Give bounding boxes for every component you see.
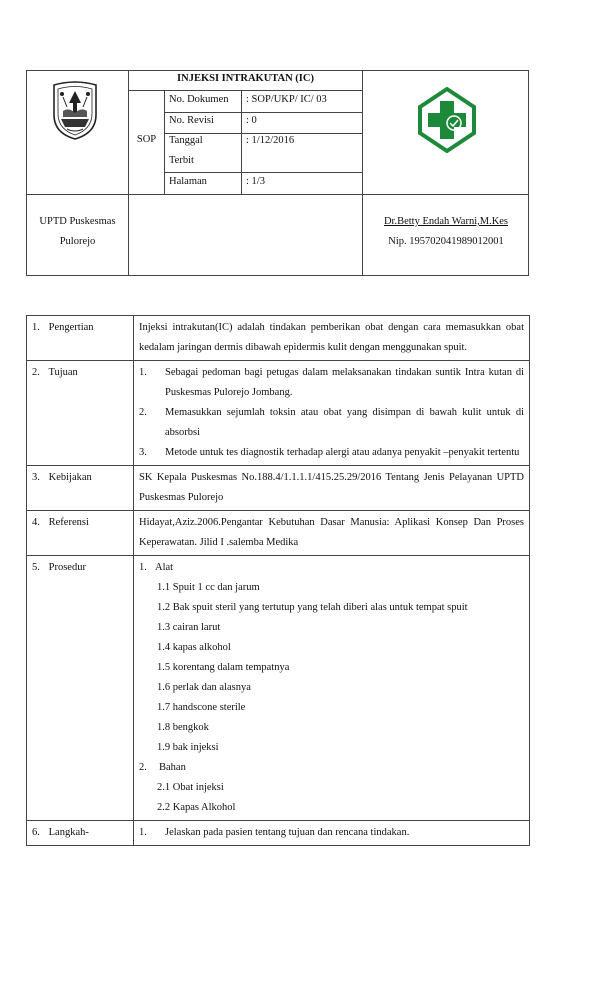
procedure-group-title: 2. Bahan [139,762,186,773]
regency-crest-logo [49,81,101,141]
list-item: 1.9 bak injeksi [157,742,219,753]
section-row-tujuan [27,361,530,466]
list-item: 1.2 Bak spuit steril yang tertutup yang telah diberi alas untuk tempat spuit [157,602,468,613]
section-number: 5. [32,562,40,573]
list-item: 1.7 handscone sterile [157,702,246,713]
list-item: 1.8 bengkok [157,722,209,733]
doc-number-label: No. Dokumen [169,94,229,105]
list-item: 2. Memasukkan sejumlah toksin atau obat yang disimpan di bawah kulit untuk di absorbsi [139,407,524,438]
section-text: SK Kepala Puskesmas No.188.4/1.1.1.1/415.25.29/2016 Tentang Jenis Pelayanan UPTD Puskesmas Pulorejo [134,466,530,511]
section-number: 4. [32,517,40,528]
document-header [26,70,529,276]
section-number: 1. [32,322,40,333]
section-title: Referensi [48,517,89,528]
procedure-group-title: 1. Alat [139,562,174,573]
org-name-line2: Pulorejo [59,236,96,247]
list-item: 2.1 Obat injeksi [157,782,224,793]
issue-date-label: Tanggal [169,135,203,146]
section-row-prosedur [27,556,530,821]
list-item: 1.3 cairan larut [157,622,221,633]
section-row-referensi [27,511,530,556]
section-row-kebijakan [27,466,530,511]
list-item: 1. Jelaskan pada pasien tentang tujuan dan rencana tindakan. [139,827,410,838]
section-text: Injeksi intrakutan(IC) adalah tindakan pemberikan obat dengan cara memasukkan obat kedalam jaringan dermis dibawah epidermis kulit dengan menggunakan spuit. [134,316,530,361]
section-row-langkah [27,821,530,846]
org-name-line1: UPTD Puskesmas [39,216,116,227]
page-label: Halaman [169,176,207,187]
section-title: Tujuan [48,367,78,378]
list-item: 2.2 Kapas Alkohol [157,802,236,813]
list-item: 1.4 kapas alkohol [157,642,231,653]
revision-value: : 0 [246,115,257,126]
section-title: Pengertian [48,322,94,333]
section-title: Kebijakan [48,472,92,483]
sop-label: SOP [136,134,157,145]
signer-name: Dr.Betty Endah Warni,M.Kes [383,216,509,227]
section-title: Langkah- [48,827,89,838]
issue-date-value: : 1/12/2016 [246,135,295,146]
signer-nip: Nip. 195702041989012001 [388,236,504,247]
sop-content-table [26,315,530,846]
section-number: 3. [32,472,40,483]
issue-date-label-2: Terbit [169,155,194,166]
section-number: 6. [32,827,40,838]
section-text: Hidayat,Aziz.2006.Pengantar Kebutuhan Dasar Manusia: Aplikasi Konsep Dan Proses Keperawatan. Jilid I .salemba Medika [134,511,530,556]
revision-label: No. Revisi [169,115,214,126]
list-item: 1. Sebagai pedoman bagi petugas dalam melaksanakan tindakan suntik Intra kutan di Puskesmas Pulorejo Jombang. [139,367,524,398]
list-item: 1.1 Spuit 1 cc dan jarum [157,582,260,593]
document-title: INJEKSI INTRAKUTAN (IC) [177,73,314,84]
section-row-pengertian [27,316,530,361]
page-value: : 1/3 [246,176,265,187]
list-item: 1.5 korentang dalam tempatnya [157,662,290,673]
section-number: 2. [32,367,40,378]
list-item: 3. Metode untuk tes diagnostik terhadap alergi atau adanya penyakit –penyakit tertentu [139,447,520,458]
doc-number-value: : SOP/UKP/ IC/ 03 [246,94,327,105]
puskesmas-logo [416,87,478,153]
section-title: Prosedur [48,562,86,573]
list-item: 1.6 perlak dan alasnya [157,682,251,693]
